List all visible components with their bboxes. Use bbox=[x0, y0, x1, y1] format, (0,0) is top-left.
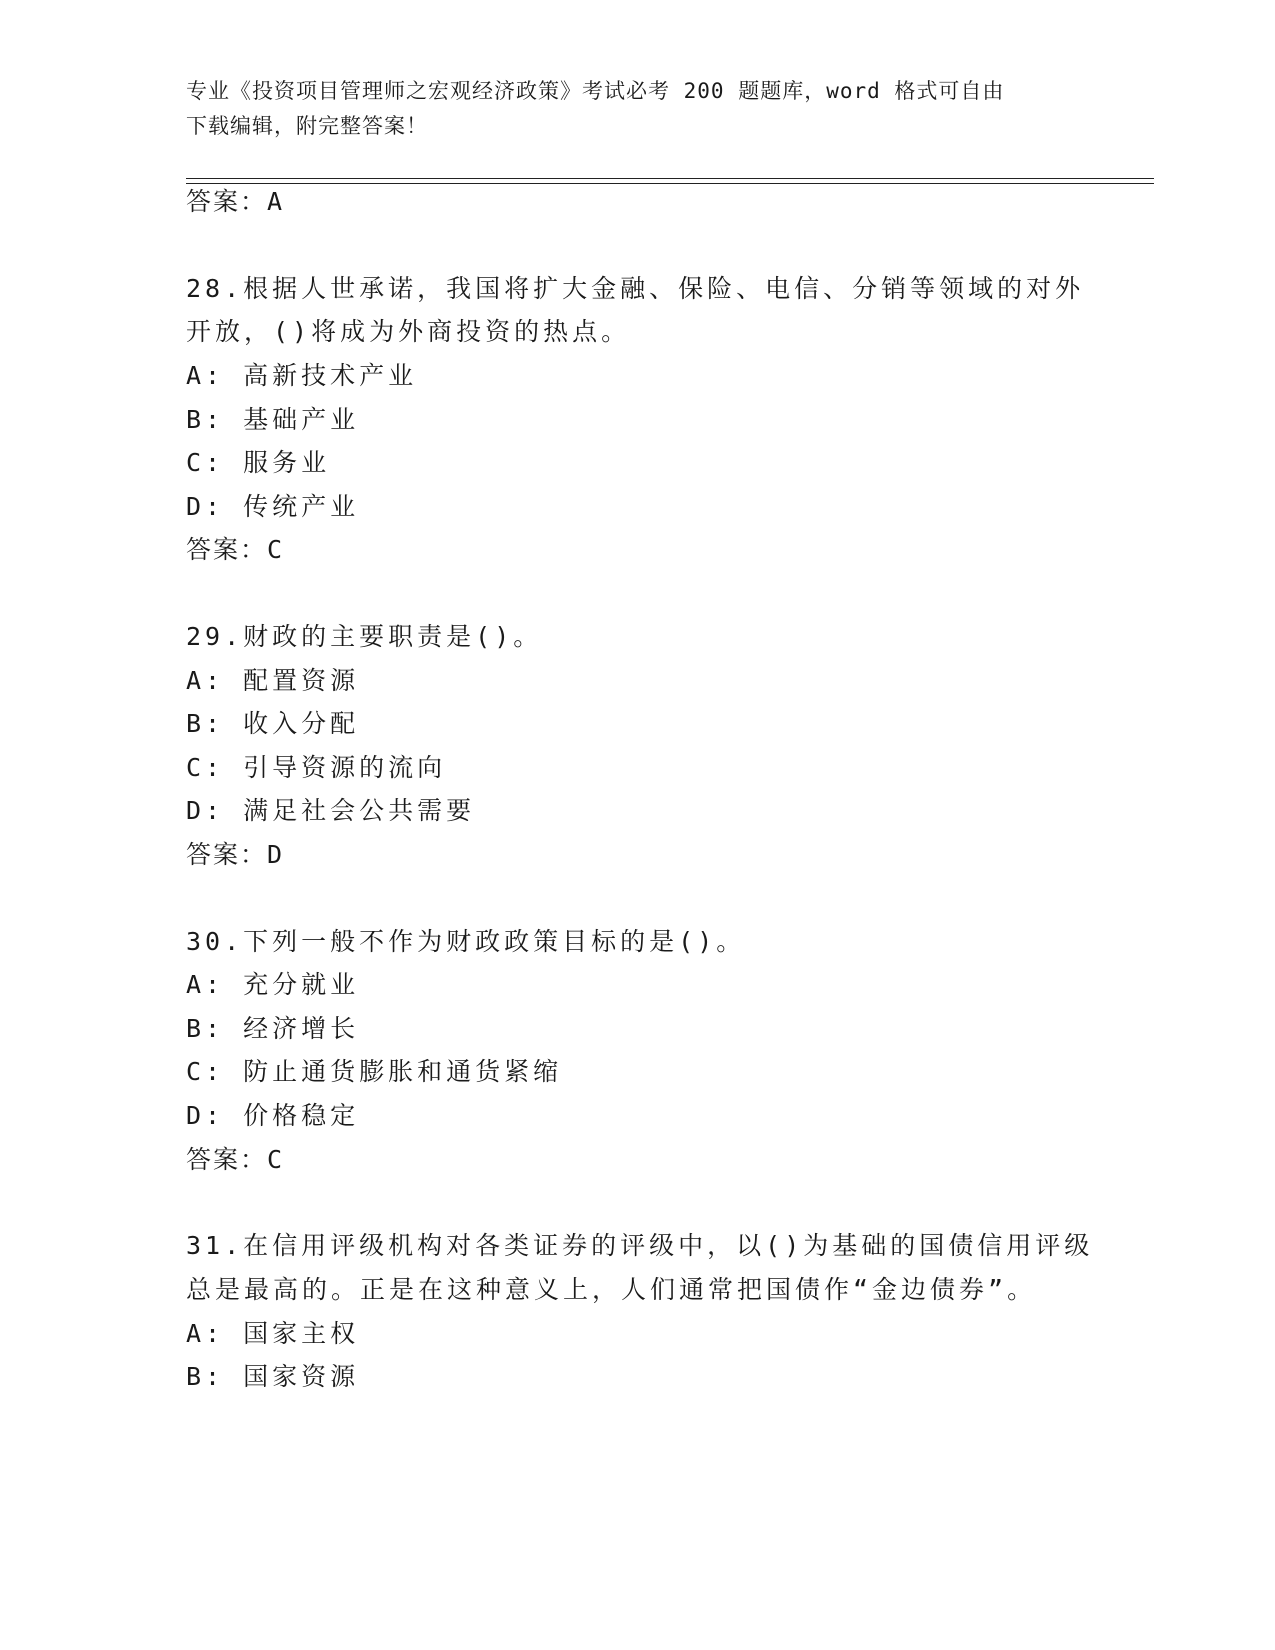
option-b: B: 收入分配 bbox=[186, 709, 360, 738]
option-c: C: 服务业 bbox=[186, 448, 331, 477]
option-b: B: 国家资源 bbox=[186, 1362, 360, 1391]
question-stem-line-1: 30.下列一般不作为财政政策目标的是()。 bbox=[186, 927, 746, 956]
option-a: A: 国家主权 bbox=[186, 1319, 360, 1348]
option-b: B: 基础产业 bbox=[186, 405, 360, 434]
intro-line-2: 下载编辑，附完整答案！ bbox=[186, 114, 428, 138]
question-stem-line-2: 开放，()将成为外商投资的热点。 bbox=[186, 317, 631, 346]
option-c: C: 防止通货膨胀和通货紧缩 bbox=[186, 1057, 563, 1086]
option-d: D: 传统产业 bbox=[186, 492, 360, 521]
answer: 答案：C bbox=[186, 1145, 285, 1174]
question-stem-line-1: 28.根据人世承诺，我国将扩大金融、保险、电信、分销等领域的对外 bbox=[186, 274, 1085, 303]
question-stem-line-1: 31.在信用评级机构对各类证券的评级中，以()为基础的国债信用评级 bbox=[186, 1231, 1094, 1260]
question-stem-line-2: 总是最高的。正是在这种意义上，人们通常把国债作“金边债券”。 bbox=[186, 1275, 1037, 1304]
question-stem-line-1: 29.财政的主要职责是()。 bbox=[186, 622, 543, 651]
answer: 答案：D bbox=[186, 840, 285, 869]
previous-answer: 答案：A bbox=[186, 187, 285, 216]
option-b: B: 经济增长 bbox=[186, 1014, 360, 1043]
option-a: A: 高新技术产业 bbox=[186, 361, 418, 390]
header-divider-top bbox=[186, 178, 1154, 179]
header-divider-bottom bbox=[186, 183, 1154, 184]
option-a: A: 充分就业 bbox=[186, 970, 360, 999]
answer: 答案：C bbox=[186, 535, 285, 564]
option-c: C: 引导资源的流向 bbox=[186, 753, 447, 782]
option-d: D: 价格稳定 bbox=[186, 1101, 360, 1130]
intro-line-1: 专业《投资项目管理师之宏观经济政策》考试必考 200 题题库，word 格式可自由 bbox=[186, 79, 1005, 103]
intro-text bbox=[186, 74, 1066, 144]
option-d: D: 满足社会公共需要 bbox=[186, 796, 476, 825]
option-a: A: 配置资源 bbox=[186, 666, 360, 695]
